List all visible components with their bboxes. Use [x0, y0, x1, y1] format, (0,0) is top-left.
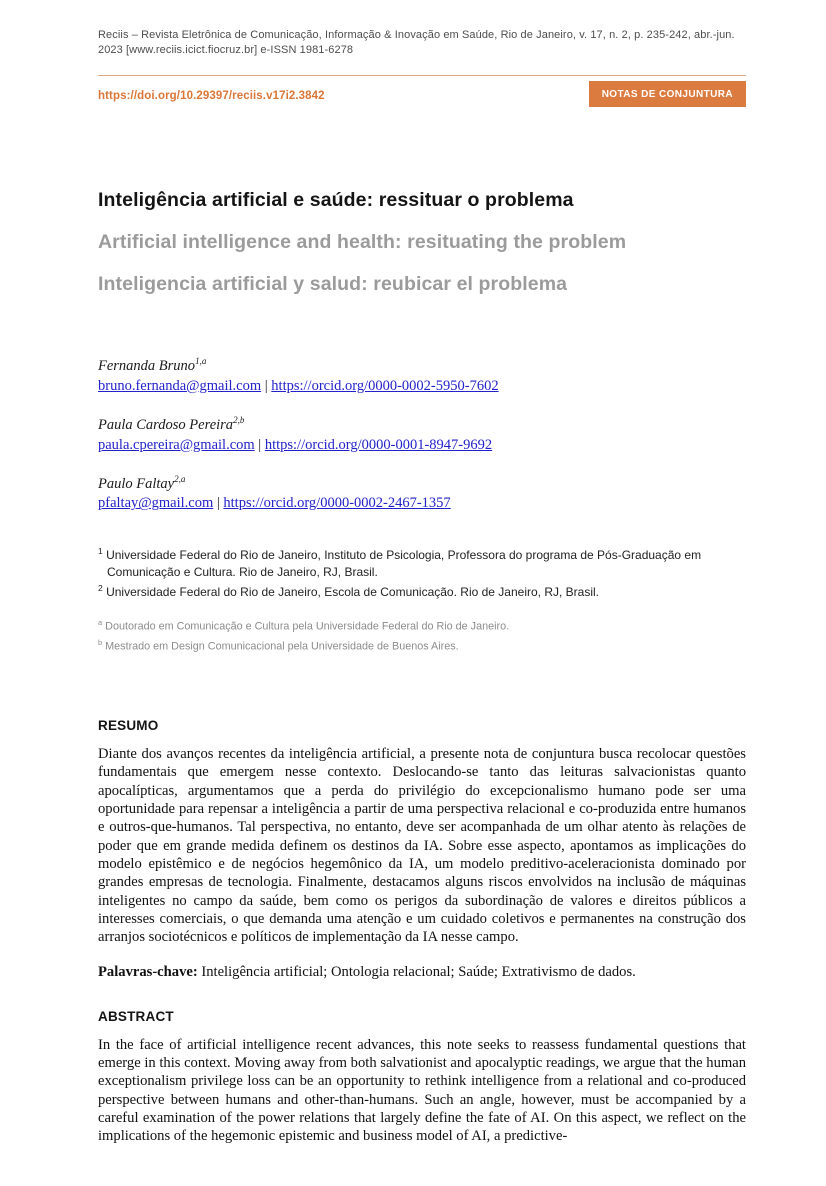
section-badge: NOTAS DE CONJUNTURA: [589, 81, 746, 107]
author-email-link[interactable]: bruno.fernanda@gmail.com: [98, 377, 262, 394]
footnote-marker: a: [98, 617, 103, 627]
link-separator: |: [216, 495, 220, 512]
abstract-heading: ABSTRACT: [98, 1008, 174, 1024]
journal-header-info: Reciis – Revista Eletrônica de Comunicação, Informação & Inovação em Saúde, Rio de Janeiro, v. 17, n. 2, p. 235-242, abr.-jun. 2023 [www.reciis.icict.fiocruz.br] e-ISSN 1981-6278: [98, 29, 735, 56]
article-title-pt: Inteligência artificial e saúde: ressituar o problema: [98, 189, 574, 211]
affiliation-text: Universidade Federal do Rio de Janeiro, Escola de Comunicação. Rio de Janeiro, RJ, Brasil.: [106, 585, 599, 600]
author-entry: [98, 411, 746, 455]
author-name: [98, 470, 746, 494]
keywords-line: [98, 963, 746, 981]
author-email-link[interactable]: paula.cpereira@gmail.com: [98, 436, 255, 453]
footnote-item: [98, 615, 746, 635]
affiliation-marker: 1: [98, 546, 103, 557]
link-separator: |: [258, 436, 262, 453]
keywords-label: Palavras-chave:: [98, 964, 198, 981]
resumo-heading: RESUMO: [98, 718, 159, 734]
footnote-text: Doutorado em Comunicação e Cultura pela Universidade Federal do Rio de Janeiro.: [105, 620, 510, 633]
author-orcid-link[interactable]: https://orcid.org/0000-0002-5950-7602: [271, 377, 499, 394]
header-divider: [98, 75, 746, 76]
author-entry: [98, 470, 746, 514]
authors-block: [98, 352, 746, 513]
affiliation-marker: 2: [98, 583, 103, 594]
author-email-link[interactable]: pfaltay@gmail.com: [98, 495, 214, 512]
author-name-text: Paula Cardoso Pereira: [98, 416, 234, 433]
author-entry: [98, 352, 746, 396]
doi-row: [98, 81, 746, 107]
footnote-marker: b: [98, 637, 103, 647]
abstract-body: In the face of artificial intelligence recent advances, this note seeks to reassess fundamental questions that emerge in this context. Moving away from both salvationist and apocalyptic readings, we argue that the human exceptionalism privilege loss can be an opportunity to rethink intelligence from a relational and co-produced perspective between humans and other-than-humans. Such an angle, however, must be accompanied by a careful examination of the power relations that largely define the fate of AI. On this aspect, we reflect on the implications of the hegemonic epistemic and business model of AI, a predictive-: [98, 1036, 746, 1145]
author-name-text: Fernanda Bruno: [98, 357, 196, 374]
author-name: [98, 411, 746, 435]
author-affiliation-marker: 2,a: [174, 473, 186, 484]
footnote-text: Mestrado em Design Comunicacional pela Universidade de Buenos Aires.: [105, 640, 459, 653]
footnote-item: [98, 635, 746, 655]
author-links: [98, 493, 746, 513]
author-name: [98, 352, 746, 376]
article-title-es: Inteligencia artificial y salud: reubicar el problema: [98, 273, 568, 295]
article-title-en: Artificial intelligence and health: resituating the problem: [98, 231, 627, 253]
author-footnotes-block: [98, 615, 746, 654]
affiliation-item: [98, 543, 746, 580]
keywords-text: Inteligência artificial; Ontologia relacional; Saúde; Extrativismo de dados.: [197, 964, 636, 981]
affiliation-text: Universidade Federal do Rio de Janeiro, Instituto de Psicologia, Professora do programa de Pós-Graduação em Comunicação e Cultura. Rio de Janeiro, RJ, Brasil.: [106, 548, 702, 579]
affiliations-block: [98, 543, 746, 601]
author-orcid-link[interactable]: https://orcid.org/0000-0002-2467-1357: [223, 495, 451, 512]
author-links: [98, 435, 746, 455]
author-orcid-link[interactable]: https://orcid.org/0000-0001-8947-9692: [264, 436, 493, 453]
link-separator: |: [264, 377, 268, 394]
author-affiliation-marker: 2,b: [233, 414, 245, 425]
doi-link[interactable]: https://doi.org/10.29397/reciis.v17i2.3842: [98, 90, 325, 102]
author-links: [98, 376, 746, 396]
affiliation-item: [98, 580, 746, 601]
author-affiliation-marker: 1,a: [195, 356, 207, 366]
author-name-text: Paulo Faltay: [98, 475, 175, 492]
resumo-body: Diante dos avanços recentes da inteligência artificial, a presente nota de conjuntura busca recolocar questões fundamentais que emergem nesse contexto. Deslocando-se tanto das leituras salvacionistas quanto apocalípticas, argumentamos que a perda do privilégio do excepcionalismo humano pode ser uma oportunidade para repensar a inteligência a partir de uma perspectiva relacional e co-produzida entre humanos e outros-que-humanos. Tal perspectiva, no entanto, deve ser acompanhada de um olhar atento às relações de poder que em grande medida definem os destinos da IA. Sobre esse aspecto, apontamos as implicações do modelo epistêmico e de negócios hegemônico da IA, um modelo preditivo-aceleracionista dominado por grandes empresas de tecnologia. Finalmente, destacamos alguns riscos envolvidos na inclusão de máquinas inteligentes no campo da saúde, bem como os perigos da subordinação de valores e direitos públicos a interesses comerciais, o que demanda uma atenção e um cuidado coletivos e permanentes na construção dos arranjos sociotécnicos e políticos de implementação da IA nesse campo.: [98, 746, 746, 946]
